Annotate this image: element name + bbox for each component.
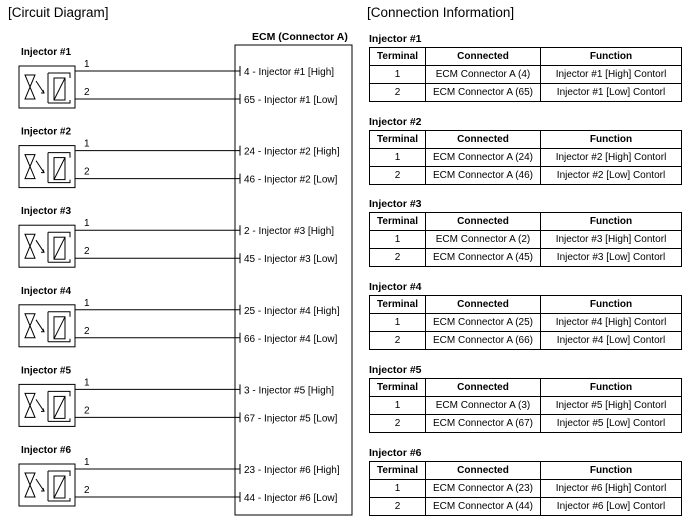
table-header-row bbox=[370, 48, 682, 66]
table-cell: 2 bbox=[370, 166, 426, 184]
table-cell: ECM Connector A (4) bbox=[426, 66, 541, 84]
table-cell: ECM Connector A (3) bbox=[426, 396, 541, 414]
injector-label: Injector #4 bbox=[21, 285, 72, 297]
injector-circuit bbox=[19, 445, 340, 506]
table-cell: 1 bbox=[370, 314, 426, 332]
table-row bbox=[370, 231, 682, 249]
column-header: Terminal bbox=[370, 48, 426, 66]
column-header: Function bbox=[541, 48, 682, 66]
table-cell: 2 bbox=[370, 84, 426, 102]
table-cell: ECM Connector A (67) bbox=[426, 414, 541, 432]
injector-label: Injector #1 bbox=[21, 47, 72, 58]
table-cell: Injector #5 [High] Contorl bbox=[541, 396, 682, 414]
ecm-wire-label: 2 - Injector #3 [High] bbox=[244, 226, 335, 238]
solenoid-icon bbox=[25, 153, 70, 183]
table-cell: 2 bbox=[370, 249, 426, 267]
connection-table bbox=[369, 130, 682, 185]
table-title: Injector #5 bbox=[369, 363, 422, 376]
table-cell: ECM Connector A (24) bbox=[426, 148, 541, 166]
table-cell: ECM Connector A (45) bbox=[426, 249, 541, 267]
table-cell: Injector #4 [High] Contorl bbox=[541, 314, 682, 332]
table-cell: 1 bbox=[370, 231, 426, 249]
table-cell: Injector #1 [High] Contorl bbox=[541, 66, 682, 84]
table-cell: ECM Connector A (2) bbox=[426, 231, 541, 249]
ecm-wire-label: 65 - Injector #1 [Low] bbox=[244, 95, 338, 106]
table-cell: ECM Connector A (65) bbox=[426, 84, 541, 102]
solenoid-icon bbox=[25, 232, 70, 262]
table-row bbox=[370, 84, 682, 102]
ecm-wire-label: 66 - Injector #4 [Low] bbox=[244, 333, 338, 345]
table-cell: Injector #4 [Low] Contorl bbox=[541, 332, 682, 350]
column-header: Connected bbox=[426, 48, 541, 66]
table-row bbox=[370, 66, 682, 84]
connection-table bbox=[369, 212, 682, 267]
ecm-wire-label: 44 - Injector #6 [Low] bbox=[244, 493, 338, 504]
injector-body bbox=[19, 384, 75, 426]
ecm-wire-label: 3 - Injector #5 [High] bbox=[244, 385, 335, 397]
connection-block bbox=[369, 280, 681, 350]
pin-number: 2 bbox=[84, 166, 90, 178]
ecm-wire-label: 25 - Injector #4 [High] bbox=[244, 305, 340, 317]
table-row bbox=[370, 249, 682, 267]
injector-body bbox=[19, 146, 75, 188]
connection-table bbox=[369, 461, 682, 516]
table-cell: 1 bbox=[370, 148, 426, 166]
column-header: Function bbox=[541, 213, 682, 231]
table-cell: Injector #2 [Low] Contorl bbox=[541, 166, 682, 184]
table-title: Injector #1 bbox=[369, 33, 422, 45]
table-title: Injector #3 bbox=[369, 198, 422, 211]
table-title: Injector #6 bbox=[369, 446, 422, 459]
circuit-diagram-title: [Circuit Diagram] bbox=[8, 5, 109, 20]
pin-number: 2 bbox=[84, 87, 90, 98]
solenoid-icon bbox=[25, 391, 70, 421]
connection-info-title: [Connection Information] bbox=[367, 5, 515, 20]
injector-circuit bbox=[19, 206, 338, 267]
pin-number: 2 bbox=[84, 325, 90, 337]
connection-table bbox=[369, 47, 682, 102]
table-row bbox=[370, 396, 682, 414]
pin-number: 1 bbox=[84, 218, 90, 230]
table-cell: Injector #1 [Low] Contorl bbox=[541, 84, 682, 102]
table-cell: Injector #5 [Low] Contorl bbox=[541, 414, 682, 432]
column-header: Connected bbox=[426, 378, 541, 396]
column-header: Connected bbox=[426, 461, 541, 479]
ecm-wire-label: 23 - Injector #6 [High] bbox=[244, 465, 340, 476]
connection-block bbox=[369, 32, 681, 102]
table-row bbox=[370, 148, 682, 166]
column-header: Terminal bbox=[370, 461, 426, 479]
table-header-row bbox=[370, 461, 682, 479]
column-header: Function bbox=[541, 461, 682, 479]
table-row bbox=[370, 166, 682, 184]
solenoid-icon bbox=[25, 312, 70, 342]
column-header: Function bbox=[541, 130, 682, 148]
table-cell: 1 bbox=[370, 66, 426, 84]
solenoid-icon bbox=[25, 73, 70, 103]
column-header: Terminal bbox=[370, 296, 426, 314]
table-cell: Injector #3 [Low] Contorl bbox=[541, 249, 682, 267]
table-cell: Injector #6 [Low] Contorl bbox=[541, 497, 682, 515]
injector-label: Injector #6 bbox=[21, 445, 72, 456]
column-header: Connected bbox=[426, 296, 541, 314]
connection-table bbox=[369, 295, 682, 350]
ecm-wire-label: 45 - Injector #3 [Low] bbox=[244, 254, 338, 266]
connection-block bbox=[369, 197, 681, 267]
table-header-row bbox=[370, 378, 682, 396]
table-cell: ECM Connector A (46) bbox=[426, 166, 541, 184]
table-cell: 2 bbox=[370, 332, 426, 350]
table-cell: 1 bbox=[370, 396, 426, 414]
ecm-wire-label: 46 - Injector #2 [Low] bbox=[244, 174, 338, 186]
table-cell: 2 bbox=[370, 414, 426, 432]
column-header: Terminal bbox=[370, 130, 426, 148]
pin-number: 1 bbox=[84, 377, 90, 389]
pin-number: 1 bbox=[84, 138, 90, 150]
table-header-row bbox=[370, 296, 682, 314]
table-header-row bbox=[370, 130, 682, 148]
table-row bbox=[370, 414, 682, 432]
injector-circuit bbox=[19, 47, 338, 108]
table-cell: 1 bbox=[370, 479, 426, 497]
ecm-wire-label: 24 - Injector #2 [High] bbox=[244, 146, 340, 158]
column-header: Function bbox=[541, 378, 682, 396]
ecm-wire-label: 67 - Injector #5 [Low] bbox=[244, 413, 338, 425]
pin-number: 1 bbox=[84, 59, 90, 70]
column-header: Terminal bbox=[370, 213, 426, 231]
pin-number: 2 bbox=[84, 405, 90, 417]
injector-body bbox=[19, 305, 75, 347]
table-cell: Injector #3 [High] Contorl bbox=[541, 231, 682, 249]
table-cell: ECM Connector A (66) bbox=[426, 332, 541, 350]
injector-circuit bbox=[19, 286, 340, 347]
table-title: Injector #4 bbox=[369, 281, 422, 294]
pin-number: 1 bbox=[84, 457, 90, 468]
table-cell: ECM Connector A (23) bbox=[426, 479, 541, 497]
injector-body bbox=[19, 66, 75, 108]
table-row bbox=[370, 332, 682, 350]
column-header: Terminal bbox=[370, 378, 426, 396]
column-header: Function bbox=[541, 296, 682, 314]
connection-block bbox=[369, 115, 681, 185]
pin-number: 2 bbox=[84, 246, 90, 258]
table-row bbox=[370, 479, 682, 497]
injector-label: Injector #5 bbox=[21, 365, 72, 377]
injector-circuit bbox=[19, 127, 340, 188]
table-title: Injector #2 bbox=[369, 115, 422, 128]
injector-body bbox=[19, 225, 75, 267]
ecm-connector-title: ECM (Connector A) bbox=[252, 31, 348, 43]
table-row bbox=[370, 314, 682, 332]
table-cell: Injector #2 [High] Contorl bbox=[541, 148, 682, 166]
injector-label: Injector #2 bbox=[21, 126, 72, 138]
injector-circuit bbox=[19, 365, 338, 426]
table-cell: 2 bbox=[370, 497, 426, 515]
table-cell: ECM Connector A (44) bbox=[426, 497, 541, 515]
pin-number: 2 bbox=[84, 485, 90, 496]
connection-block bbox=[369, 363, 681, 433]
ecm-connector-box bbox=[235, 45, 352, 515]
connection-block bbox=[369, 446, 681, 516]
injector-label: Injector #3 bbox=[21, 206, 72, 218]
injector-body bbox=[19, 464, 75, 506]
pin-number: 1 bbox=[84, 297, 90, 309]
column-header: Connected bbox=[426, 130, 541, 148]
column-header: Connected bbox=[426, 213, 541, 231]
solenoid-icon bbox=[25, 471, 70, 501]
connection-table bbox=[369, 378, 682, 433]
table-header-row bbox=[370, 213, 682, 231]
table-cell: ECM Connector A (25) bbox=[426, 314, 541, 332]
ecm-wire-label: 4 - Injector #1 [High] bbox=[244, 67, 335, 78]
table-row bbox=[370, 497, 682, 515]
table-cell: Injector #6 [High] Contorl bbox=[541, 479, 682, 497]
